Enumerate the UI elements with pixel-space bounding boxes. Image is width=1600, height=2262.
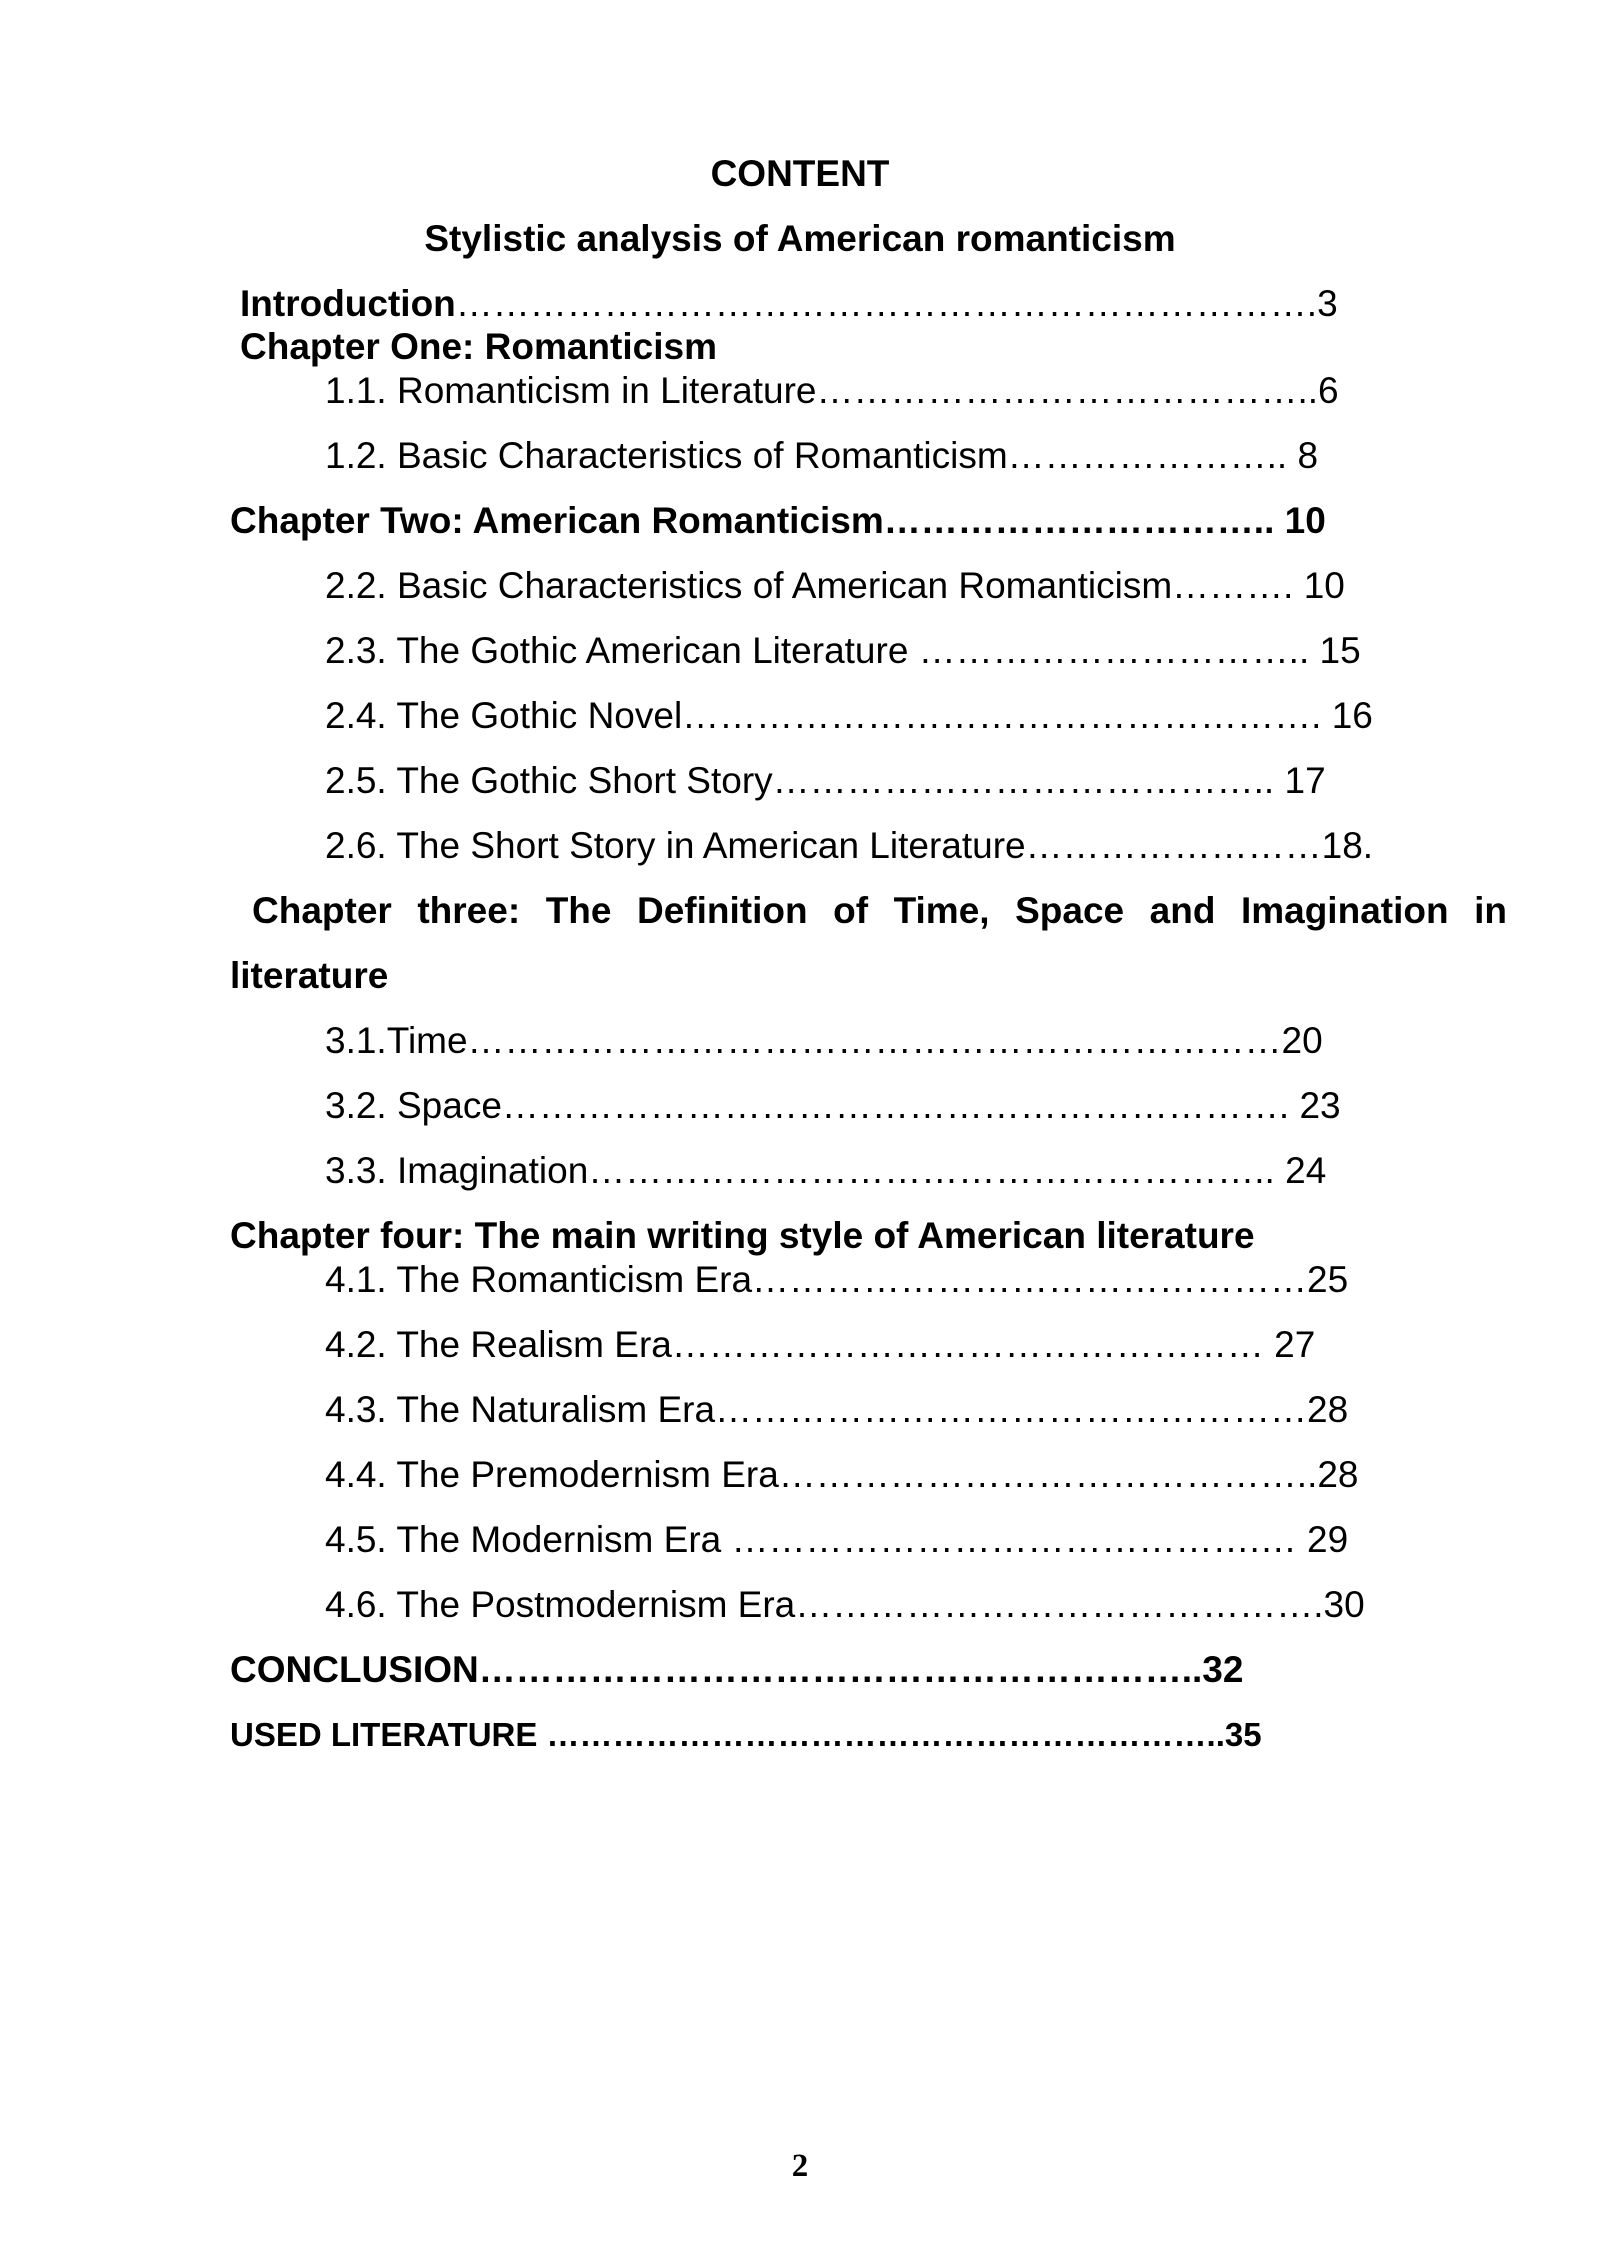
ch3-word: Imagination bbox=[1240, 890, 1449, 931]
toc-chapter-one-heading: Chapter One: Romanticism bbox=[240, 326, 717, 367]
toc-entry-2-2: 2.2. Basic Characteristics of American Romanticism………. 10 bbox=[325, 565, 1345, 606]
toc-entry-2-3: 2.3. The Gothic American Literature ………………………….. 15 bbox=[325, 630, 1361, 671]
toc-entry-introduction bbox=[240, 282, 1338, 326]
toc-entry-2-6: 2.6. The Short Story in American Literature……………………18. bbox=[325, 825, 1374, 866]
document-subtitle: Stylistic analysis of American romanticism bbox=[424, 218, 1176, 259]
toc-entry-4-3: 4.3. The Naturalism Era…………………………………………28 bbox=[325, 1389, 1349, 1430]
page-number: 2 bbox=[791, 2148, 809, 2184]
toc-entry-4-6: 4.6. The Postmodernism Era…………………………………….30 bbox=[325, 1584, 1365, 1625]
toc-title: CONTENT bbox=[710, 153, 890, 194]
ch3-word: of bbox=[833, 890, 869, 931]
toc-entry-2-5: 2.5. The Gothic Short Story………………………………….. 17 bbox=[325, 760, 1326, 801]
toc-chapter-four-heading: Chapter four: The main writing style of American literature bbox=[230, 1215, 1255, 1256]
introduction-label: Introduction bbox=[240, 283, 456, 324]
ch3-word: Chapter bbox=[252, 890, 392, 931]
toc-entry-4-2: 4.2. The Realism Era………………………………………… 27 bbox=[325, 1324, 1316, 1365]
toc-entry-3-2: 3.2. Space………………………………………………………. 23 bbox=[325, 1085, 1341, 1126]
toc-entry-4-4: 4.4. The Premodernism Era……………………………………..28 bbox=[325, 1454, 1359, 1495]
toc-chapter-two-heading: Chapter Two: American Romanticism………………………….. 10 bbox=[230, 500, 1326, 541]
toc-entry-1-1: 1.1. Romanticism in Literature…………………………………..6 bbox=[325, 370, 1339, 411]
toc-used-literature: USED LITERATURE ……………………………………………………..35 bbox=[230, 1716, 1262, 1753]
ch3-word: Space bbox=[1015, 890, 1125, 931]
ch3-word: Definition bbox=[637, 890, 808, 931]
toc-entry-4-1: 4.1. The Romanticism Era………………………………………25 bbox=[325, 1259, 1349, 1300]
ch3-word: three: bbox=[417, 890, 521, 931]
introduction-leader-and-page: …………………………………………………………….3 bbox=[455, 283, 1338, 324]
toc-entry-3-1: 3.1.Time…………………………………………………………20 bbox=[325, 1020, 1323, 1061]
toc-entry-4-5: 4.5. The Modernism Era …………………………………….… 29 bbox=[325, 1519, 1349, 1560]
ch3-word: and bbox=[1149, 890, 1216, 931]
ch3-word: in bbox=[1474, 890, 1507, 931]
toc-conclusion: CONCLUSION…………………………………………………..32 bbox=[230, 1649, 1244, 1690]
ch3-word: The bbox=[545, 890, 612, 931]
toc-entry-2-4: 2.4. The Gothic Novel……………………………………………. 16 bbox=[325, 695, 1373, 736]
ch3-word: Time, bbox=[893, 890, 990, 931]
toc-chapter-three-heading bbox=[252, 889, 1507, 933]
toc-entry-3-3: 3.3. Imagination……………………………………………….. 24 bbox=[325, 1150, 1327, 1191]
toc-chapter-three-heading-cont: literature bbox=[230, 955, 389, 996]
toc-entry-1-2: 1.2. Basic Characteristics of Romanticism………………….. 8 bbox=[325, 435, 1319, 476]
